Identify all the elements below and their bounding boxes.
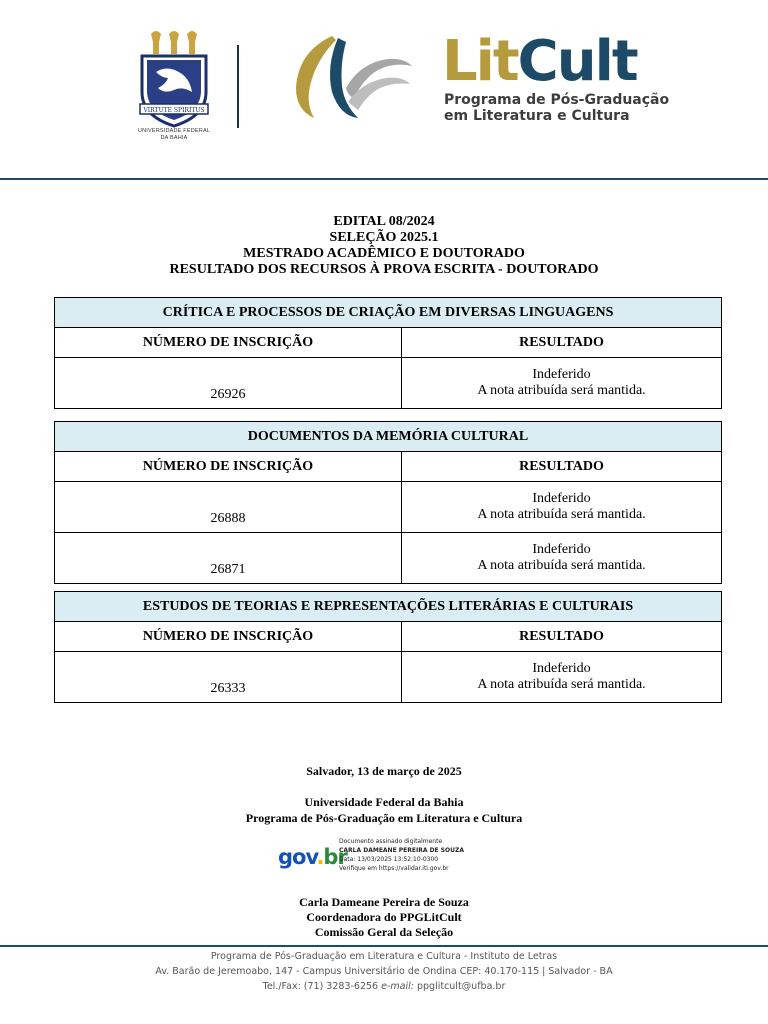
result-status: Indeferido	[532, 661, 591, 676]
ufba-crest-logo	[138, 28, 210, 144]
header-rule	[0, 178, 768, 180]
table-row	[55, 482, 722, 533]
result-status: Indeferido	[532, 367, 591, 382]
institution-name: Universidade Federal da Bahia	[304, 795, 464, 809]
litcult-symbol-logo	[288, 30, 416, 126]
table-row	[55, 652, 722, 703]
result-cell	[402, 482, 722, 533]
program-levels: MESTRADO ACADÊMICO E DOUTORADO	[243, 246, 525, 261]
govbr-logo: gov.br	[278, 845, 347, 869]
signature-verify-link[interactable]: Verifique em https://validar.iti.gov.br	[339, 865, 449, 872]
document-title	[0, 214, 768, 278]
result-note: A nota atribuída será mantida.	[477, 507, 646, 522]
result-cell	[402, 533, 722, 584]
registration-number: 26926	[55, 358, 402, 409]
result-cell	[402, 358, 722, 409]
table-row	[55, 533, 722, 584]
column-header-result: RESULTADO	[402, 452, 722, 482]
table-row	[55, 358, 722, 409]
signer-committee: Comissão Geral da Seleção	[314, 925, 454, 939]
signature-signer: CARLA DAMEANE PEREIRA DE SOUZA	[339, 847, 465, 854]
column-header-number: NÚMERO DE INSCRIÇÃO	[55, 452, 402, 482]
signature-label: Documento assinado digitalmente	[339, 838, 443, 845]
result-status: Indeferido	[532, 542, 591, 557]
column-header-result: RESULTADO	[402, 328, 722, 358]
column-header-number: NÚMERO DE INSCRIÇÃO	[55, 328, 402, 358]
column-header-number: NÚMERO DE INSCRIÇÃO	[55, 622, 402, 652]
footer-address: Av. Barão de Jeremoabo, 147 - Campus Universitário de Ondina CEP: 40.170-115 | Salvador - BA	[155, 966, 613, 977]
column-header-result: RESULTADO	[402, 622, 722, 652]
results-table	[54, 297, 722, 409]
selection-number: SELEÇÃO 2025.1	[329, 230, 439, 245]
results-table	[54, 421, 722, 584]
result-note: A nota atribuída será mantida.	[477, 677, 646, 692]
email-link[interactable]: ppglitcult@ufba.br	[413, 981, 506, 992]
header-divider	[237, 45, 239, 128]
place-date: Salvador, 13 de março de 2025	[306, 764, 462, 778]
section-heading: CRÍTICA E PROCESSOS DE CRIAÇÃO EM DIVERSAS LINGUAGENS	[55, 298, 722, 328]
page-footer	[0, 949, 768, 994]
results-table	[54, 591, 722, 703]
digital-signature-info	[339, 837, 464, 873]
result-note: A nota atribuída será mantida.	[477, 383, 646, 398]
registration-number: 26888	[55, 482, 402, 533]
footer-contact: Tel./Fax: (71) 3283-6256 e-mail: ppglitcult@ufba.br	[262, 981, 506, 992]
signature-date: Data: 13/03/2025 13:52:10-0300	[339, 856, 439, 863]
signer-name: Carla Dameane Pereira de Souza	[299, 895, 469, 909]
edital-number: EDITAL 08/2024	[333, 214, 435, 229]
program-name: Programa de Pós-Graduação em Literatura e Cultura	[245, 811, 523, 825]
torch-icon	[151, 31, 197, 54]
ufba-caption: UNIVERSIDADE FEDERAL DA BAHIA	[137, 128, 211, 141]
section-heading: ESTUDOS DE TEORIAS E REPRESENTAÇÕES LITERÁRIAS E CULTURAIS	[55, 592, 722, 622]
registration-number: 26333	[55, 652, 402, 703]
result-note: A nota atribuída será mantida.	[477, 558, 646, 573]
registration-number: 26871	[55, 533, 402, 584]
litcult-wordmark: LitCult	[442, 29, 637, 94]
signer-role: Coordenadora do PPGLitCult	[306, 910, 462, 924]
footer-program: Programa de Pós-Graduação em Literatura e Cultura - Instituto de Letras	[210, 951, 558, 962]
result-status: Indeferido	[532, 491, 591, 506]
section-heading: DOCUMENTOS DA MEMÓRIA CULTURAL	[55, 422, 722, 452]
footer-rule	[0, 945, 768, 947]
litcult-subtitle: Programa de Pós-Graduação em Literatura e Cultura	[444, 92, 670, 124]
result-cell	[402, 652, 722, 703]
ufba-motto: VIRTUTE SPIRITUS	[143, 107, 205, 114]
result-subject: RESULTADO DOS RECURSOS À PROVA ESCRITA - DOUTORADO	[169, 262, 599, 277]
